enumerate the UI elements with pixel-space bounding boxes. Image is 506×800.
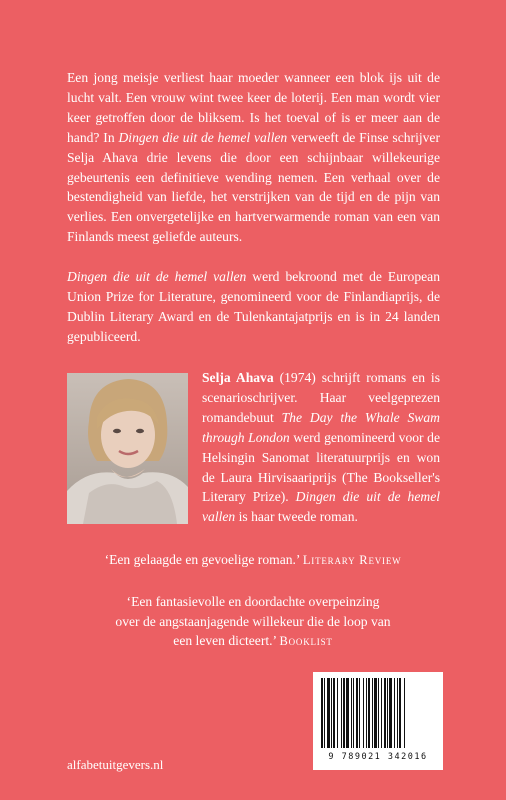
awards-text: werd bekroond met de European Union Prize for Literature, genomineerd voor de Finlandiaprijs, de Dublin Literary Award en de Tulenkantajatprijs en is in 24 landen gepubliceerd. <box>67 269 440 344</box>
quote-2-source: Booklist <box>279 634 333 648</box>
blurb-lead: Een jong meisje verliest haar moeder wanneer een blok ijs uit de lucht valt. Een vrouw wint twee keer de loterij. Een man wordt vier keer getroffen door de bliksem. Is het toeval of is er meer aan de hand? In <box>67 70 440 145</box>
bio-book-title: Dingen die uit de hemel vallen <box>202 489 440 525</box>
bio-text-1: (1974) schrijft romans en is scenarioschrijver. Haar veelgeprezen romandebuut <box>202 370 440 425</box>
quote-2-line-1: ‘Een fantasievolle en doordachte overpeinzing <box>126 594 380 609</box>
author-photo <box>67 373 188 524</box>
author-name: Selja Ahava <box>202 370 274 385</box>
bio-text-2: werd genomineerd voor de Helsingin Sanomat literatuurprijs en won de Laura Hirvisaariprijs (The Bookseller's Literary Prize). <box>202 429 440 505</box>
awards-book-title: Dingen die uit de hemel vallen <box>67 269 247 284</box>
barcode-bars-icon <box>319 678 437 750</box>
awards-paragraph <box>67 267 440 347</box>
quote-1-text: ‘Een gelaagde en gevoelige roman.’ <box>104 552 300 567</box>
review-quote-2 <box>0 592 506 652</box>
quote-2-line-3: een leven dicteert.’ <box>173 633 277 648</box>
debut-title: The Day the Whale Swam through London <box>202 409 440 445</box>
isbn-number: 9 789021 342016 <box>328 752 428 762</box>
blurb-book-title: Dingen die uit de hemel vallen <box>118 129 288 145</box>
publisher-website: alfabetuitgevers.nl <box>67 757 164 772</box>
bio-text-3: is haar tweede roman. <box>235 509 358 525</box>
quote-2-line-2: over de angstaanjagende willekeur die de loop van <box>115 613 391 629</box>
blurb-paragraph <box>67 68 440 247</box>
blurb-rest: verweeft de Finse schrijver Selja Ahava drie levens die door een schijnbaar willekeurige gebeurtenis een definitieve wending nemen. Een verhaal over de bestendigheid van liefde, het verstrijken van de tijd en de pijn van verlies. Een onvergetelijke en hartverwarmende roman van een van Finlands meest geliefde auteurs. <box>67 129 440 245</box>
isbn-barcode <box>313 672 443 770</box>
author-bio <box>202 368 440 527</box>
quote-1-source: Literary Review <box>302 553 402 567</box>
review-quote-1 <box>0 550 506 570</box>
